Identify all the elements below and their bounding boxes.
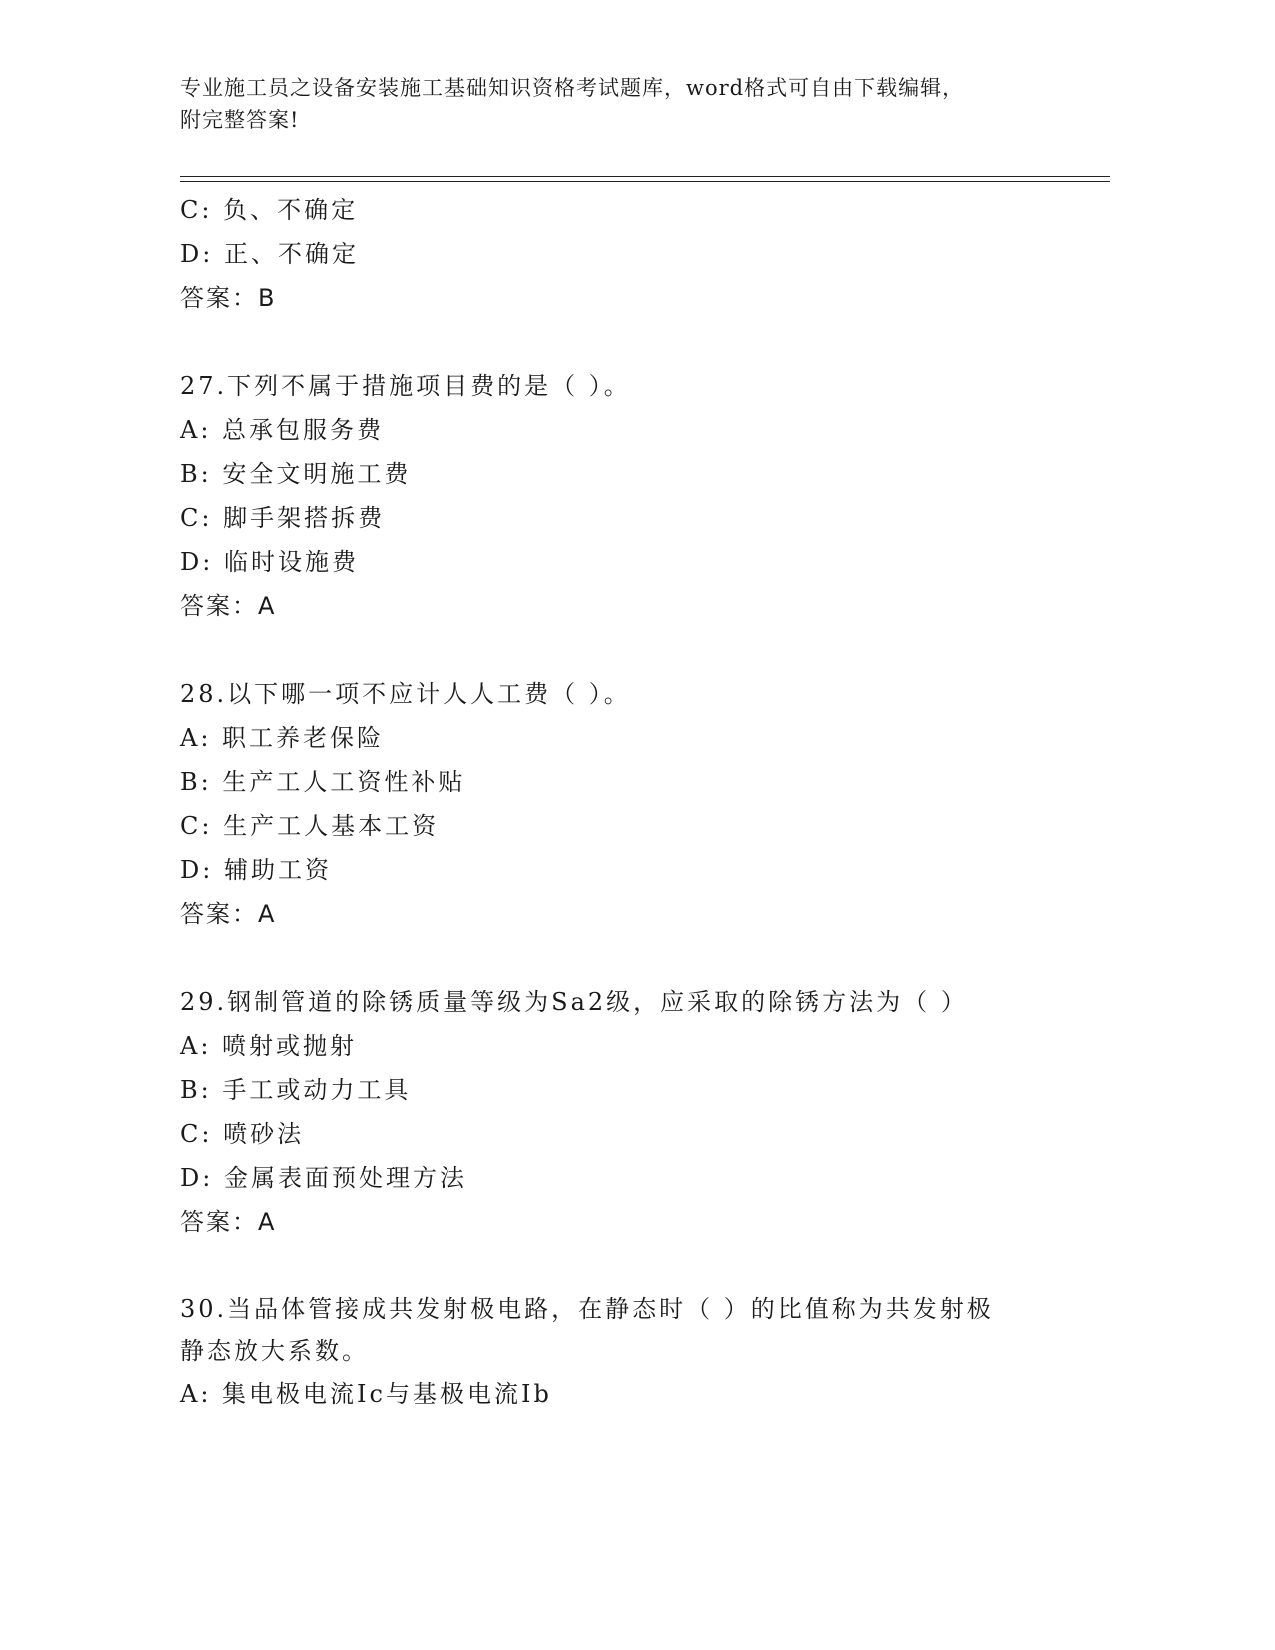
option-a: A: 职工养老保险 (180, 724, 385, 752)
question-text-line-2: 静态放大系数。 (180, 1337, 369, 1365)
option-d: D: 辅助工资 (180, 856, 332, 884)
question-30 (180, 1288, 1060, 1416)
option-a: A: 集电极电流Ic与基极电流Ib (180, 1380, 552, 1408)
option-c: C: 脚手架搭拆费 (180, 504, 386, 532)
option-c: C: 喷砂法 (180, 1120, 305, 1148)
header-divider (180, 176, 1110, 182)
answer: 答案：A (180, 1208, 277, 1236)
question-27 (180, 364, 1060, 628)
option-a: A: 总承包服务费 (180, 416, 385, 444)
answer: 答案：A (180, 900, 277, 928)
spacer (180, 320, 1060, 364)
question-text-line-1: 30.当品体管接成共发射极电路，在静态时（ ）的比值称为共发射极 (180, 1295, 994, 1323)
option-b: B: 手工或动力工具 (180, 1076, 412, 1104)
question-28 (180, 672, 1060, 936)
option-a: A: 喷射或抛射 (180, 1032, 358, 1060)
option-c: C: 负、不确定 (180, 196, 359, 224)
document-header (180, 72, 1060, 136)
option-b: B: 生产工人工资性补贴 (180, 768, 466, 796)
option-c: C: 生产工人基本工资 (180, 812, 440, 840)
question-list (180, 188, 1060, 1416)
question-text: 29.钢制管道的除锈质量等级为Sa2级，应采取的除锈方法为（ ） (180, 988, 968, 1016)
option-d: D: 正、不确定 (180, 240, 359, 268)
spacer (180, 628, 1060, 672)
header-text-line-2: 附完整答案! (180, 108, 300, 132)
option-d: D: 金属表面预处理方法 (180, 1164, 467, 1192)
header-text-line-1: 专业施工员之设备安装施工基础知识资格考试题库，word格式可自由下载编辑， (180, 76, 965, 100)
answer: 答案：A (180, 592, 277, 620)
question-text: 28.以下哪一项不应计人人工费（ ）。 (180, 680, 631, 708)
question-29 (180, 980, 1060, 1244)
spacer (180, 936, 1060, 980)
option-d: D: 临时设施费 (180, 548, 359, 576)
option-b: B: 安全文明施工费 (180, 460, 412, 488)
answer: 答案：B (180, 284, 277, 312)
question-text: 27.下列不属于措施项目费的是（ ）。 (180, 372, 631, 400)
question-26-partial (180, 188, 1060, 320)
spacer (180, 1244, 1060, 1288)
